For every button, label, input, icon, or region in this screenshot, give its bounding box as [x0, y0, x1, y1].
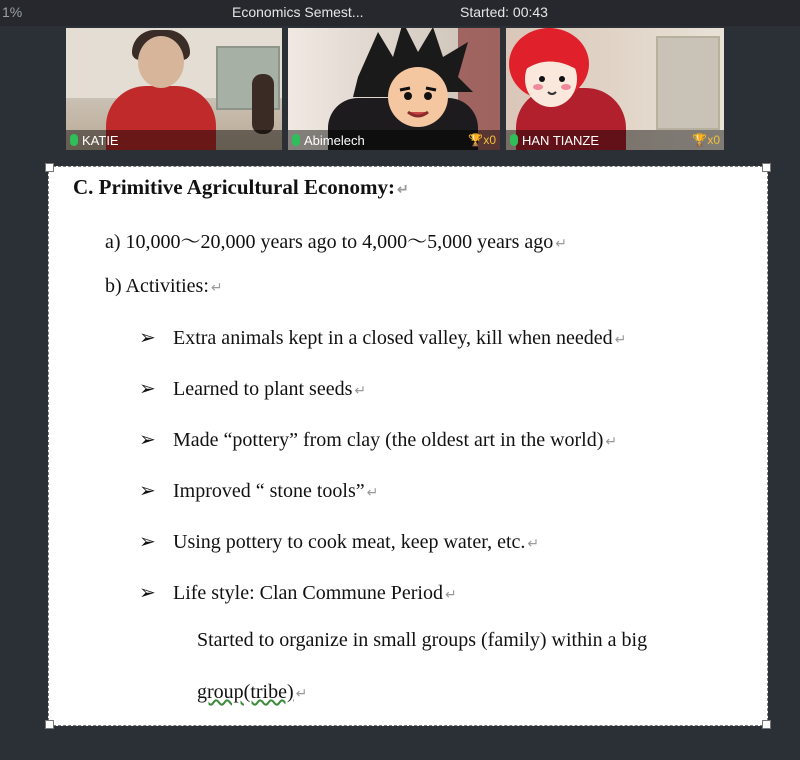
zoom-percent: 1%: [2, 4, 23, 20]
participant-name: HAN TIANZE: [522, 132, 600, 148]
chibi-avatar-sticker: [506, 28, 592, 120]
bullet-arrow-icon: ➢: [139, 480, 156, 502]
item-b: [105, 275, 223, 298]
participant-name: KATIE: [82, 132, 119, 148]
paragraph-mark: ↵: [614, 333, 627, 348]
sub-text-1: Started to organize in small groups (family) within a big: [197, 629, 648, 651]
bullet-arrow-icon: ➢: [139, 582, 156, 604]
slide-heading: [73, 175, 409, 200]
resize-handle-top-left[interactable]: [45, 163, 54, 172]
bullet-text: Extra animals kept in a closed valley, kill when needed: [173, 327, 613, 349]
paragraph-mark: ↵: [295, 687, 308, 702]
bullet-item: [139, 580, 457, 605]
item-a: [105, 225, 567, 254]
trophy-icon: 🏆x0: [692, 133, 720, 147]
bullet-item: [139, 325, 626, 350]
paragraph-mark: ↵: [396, 183, 409, 198]
paragraph-mark: ↵: [354, 384, 367, 399]
bullet-text: Using pottery to cook meat, keep water, etc.: [173, 531, 526, 553]
bullet-item: [139, 427, 617, 452]
session-timer: Started: 00:43: [460, 4, 548, 20]
paragraph-mark: ↵: [527, 537, 540, 552]
tile-label: [66, 130, 282, 150]
paragraph-mark: ↵: [366, 486, 379, 501]
sub-text-2: group(tribe): [197, 681, 294, 703]
bullet-text: Learned to plant seeds: [173, 378, 353, 400]
class-title: Economics Semest...: [232, 4, 364, 20]
bullet-item: [139, 529, 539, 554]
mic-icon: [510, 134, 518, 146]
bullet-text: Life style: Clan Commune Period: [173, 582, 443, 604]
sub-paragraph-line-2: [197, 681, 307, 704]
participant-name: Abimelech: [304, 132, 365, 148]
sub-paragraph-line-1: [197, 629, 647, 652]
bullet-arrow-icon: ➢: [139, 531, 156, 553]
paragraph-mark: ↵: [605, 435, 618, 450]
tile-label: [506, 130, 724, 150]
resize-handle-bottom-right[interactable]: [762, 720, 771, 729]
bullet-text: Improved “ stone tools”: [173, 480, 365, 502]
video-tile-han-tianze[interactable]: [506, 28, 724, 150]
mic-icon: [70, 134, 78, 146]
bullet-item: [139, 376, 366, 401]
item-b-text: b) Activities:: [105, 275, 209, 297]
paragraph-mark: ↵: [210, 281, 223, 296]
shared-slide[interactable]: [48, 166, 768, 726]
bullet-arrow-icon: ➢: [139, 429, 156, 451]
tile-label: [288, 130, 500, 150]
resize-handle-bottom-left[interactable]: [45, 720, 54, 729]
video-tile-abimelech[interactable]: [288, 28, 500, 150]
trophy-count: x0: [483, 133, 496, 147]
video-strip: [0, 26, 800, 154]
paragraph-mark: ↵: [555, 237, 567, 252]
bullet-text: Made “pottery” from clay (the oldest art in the world): [173, 429, 604, 451]
trophy-count: x0: [707, 133, 720, 147]
top-bar: [0, 0, 800, 26]
anime-avatar-sticker: [348, 28, 478, 132]
trophy-icon: 🏆x0: [468, 133, 496, 147]
item-a-text: a) 10,000～20,000 years ago to 4,000～5,000 years ago: [105, 231, 554, 253]
doll: [252, 74, 274, 134]
heading-text: C. Primitive Agricultural Economy:: [73, 175, 395, 199]
paragraph-mark: ↵: [444, 588, 457, 603]
bullet-arrow-icon: ➢: [139, 378, 156, 400]
video-tile-katie[interactable]: [66, 28, 282, 150]
resize-handle-top-right[interactable]: [762, 163, 771, 172]
bullet-arrow-icon: ➢: [139, 327, 156, 349]
window: [656, 36, 720, 130]
participant-head: [138, 36, 184, 88]
bullet-item: [139, 478, 378, 503]
mic-icon: [292, 134, 300, 146]
